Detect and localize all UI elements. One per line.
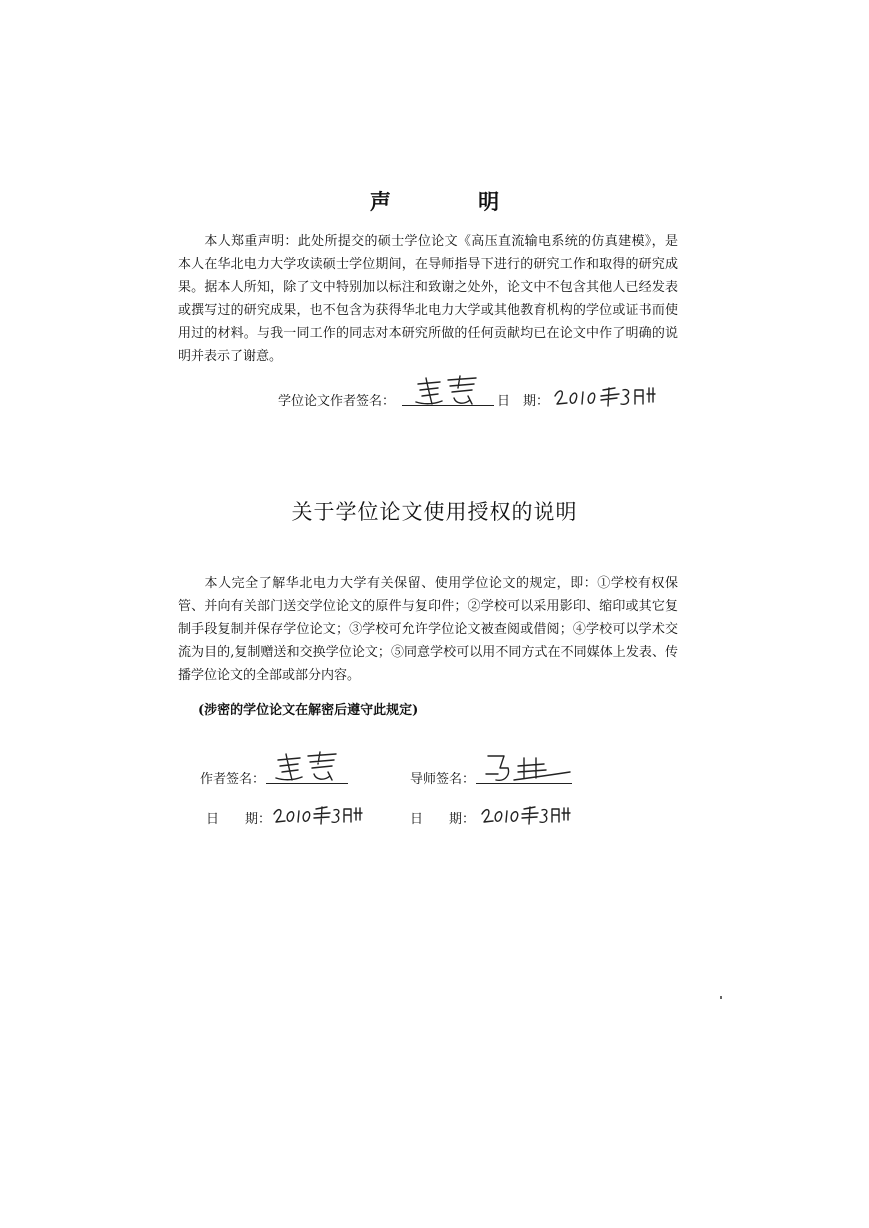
declaration-body <box>178 230 678 368</box>
authorization-body <box>178 572 678 687</box>
advisor-label: 导师签名： <box>410 772 476 787</box>
declaration-title: 声 明 <box>369 190 540 214</box>
advisor-date-label: 日 期： <box>410 812 476 827</box>
declaration-date-handwriting <box>553 384 657 410</box>
advisor-signature-image <box>484 752 574 786</box>
authorization-title: 关于学位论文使用授权的说明 <box>291 500 578 524</box>
author-label: 作者签名： <box>200 772 266 787</box>
authorization-body-text: 本人完全了解华北电力大学有关保留、使用学位论文的规定，即：①学校有权保管、并向有关部门送交学位论文的原件与复印件；②学校可以采用影印、缩印或其它复制手段复制并保存学位论文；③学校可允许学位论文被查阅或借阅；④学校可以学术交流为目的,复制赠送和交换学位论文；⑤同意学校可以用不同方式在不同媒体上发表、传播学位论文的全部或部分内容。 <box>178 576 678 683</box>
author-date-label: 日 期： <box>206 812 272 827</box>
author-signature-image <box>412 374 482 408</box>
advisor-date-handwriting <box>480 804 572 828</box>
author-signature-image-2 <box>272 750 344 784</box>
author-date-handwriting <box>272 804 364 828</box>
confidential-note: (涉密的学位论文在解密后遵守此规定) <box>198 703 419 718</box>
declaration-body-text: 本人郑重声明：此处所提交的硕士学位论文《高压直流输电系统的仿真建模》，是本人在华北电力大学攻读硕士学位期间，在导师指导下进行的研究工作和取得的研究成果。据本人所知，除了文中特别加以标注和致谢之处外，论文中不包含其他人已经发表或撰写过的研究成果，也不包含为获得华北电力大学或其他教育机构的学位或证书而使用过的材料。与我一同工作的同志对本研究所做的任何贡献均已在论文中作了明确的说明并表示了谢意。 <box>178 234 678 364</box>
scan-speck <box>720 996 722 999</box>
declaration-date-label: 日 期： <box>497 394 550 409</box>
author-signature-label: 学位论文作者签名： <box>278 394 396 409</box>
